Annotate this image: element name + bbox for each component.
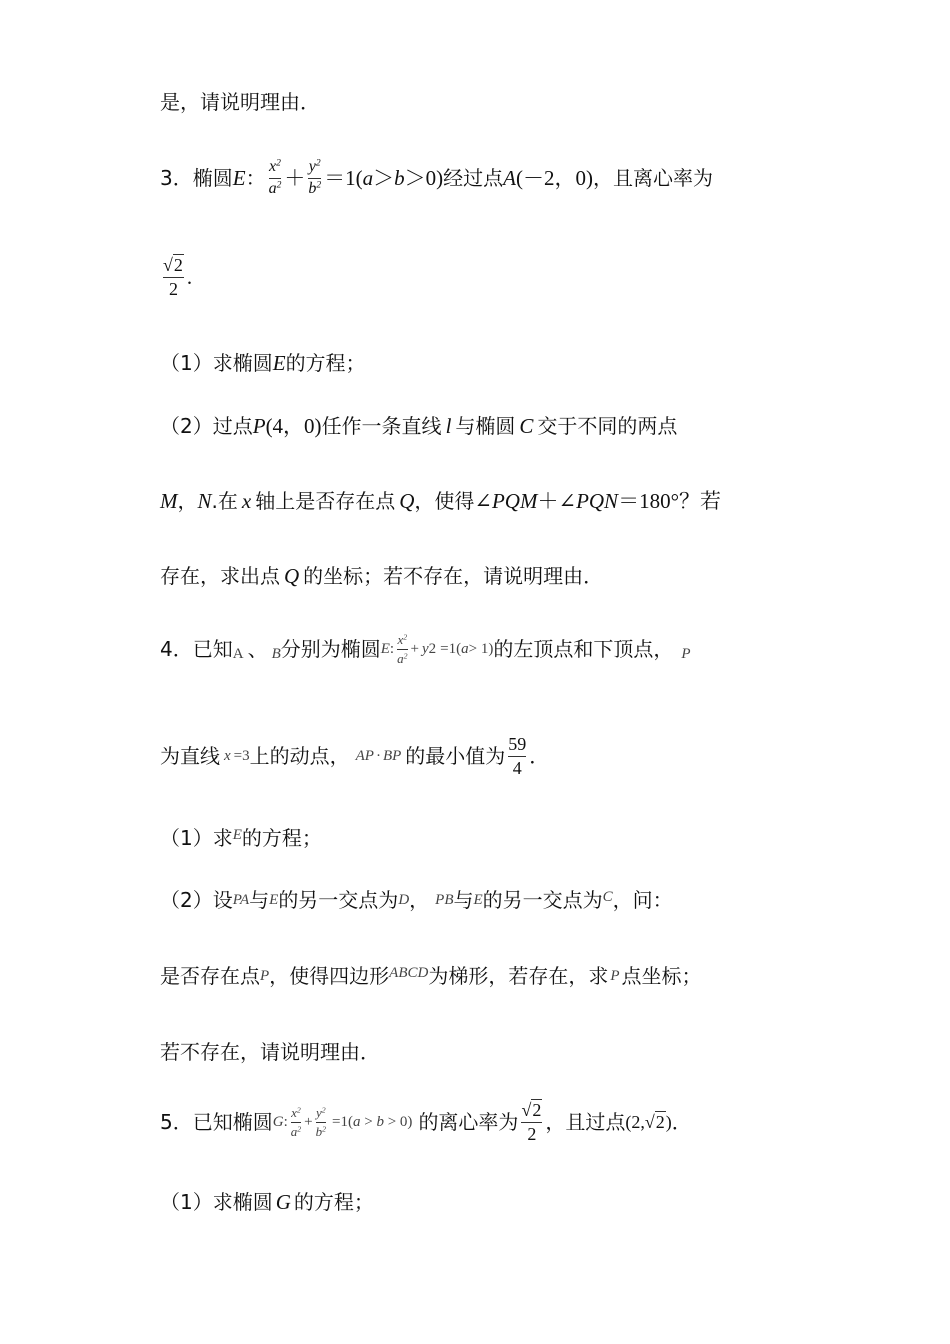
text: ，且离心率为: [592, 166, 713, 190]
problem-4-statement-cont: 为直线 x =3 上的动点， AP · BP 的最小值为 $\frac{59}{4}$ ．: [160, 733, 550, 778]
problem-3-statement: 3．椭圆 E ： $\frac{x^2}{a^2}$ ＋ $\frac{y^2}{b^2}$ ＝1( a ＞ b ＞0) 经过点 A (－2，0) ，且离心率为: [160, 156, 713, 197]
fraction-y2-b2: $\frac{y^2}{b^2}$: [315, 1104, 327, 1139]
problem-4-part-2: （2）设 PA 与 E 的另一交点为 D ， PB 与 E 的另一交点为 C ，问：: [160, 888, 673, 912]
eccentricity-value: $\frac{√2}{2}$ .: [163, 254, 193, 299]
fraction-sqrt2-over-2: $\frac{√2}{2}$: [163, 254, 183, 299]
problem-4-statement: 4．已知 A 、 B 分别为椭圆 E : $\frac{x^2}{a^2}$ + y 2 =1( a > 1) 的左顶点和下顶点， P: [160, 631, 691, 666]
fraction-59-over-4: $\frac{59}{4}$: [508, 733, 527, 778]
text: 3．椭圆: [160, 166, 233, 190]
problem-4-part-1: （1）求 E 的方程；: [160, 826, 322, 850]
text: 经过点: [443, 166, 504, 190]
fraction-y2-b2: $\frac{y^2}{b^2}$: [308, 156, 322, 197]
problem-5-part-1: （1）求椭圆 G 的方程；: [160, 1190, 374, 1214]
fraction-x2-a2: $\frac{x^2}{a^2}$: [290, 1104, 302, 1139]
fraction-x2-a2: $\frac{x^2}{a^2}$: [397, 631, 408, 666]
problem-4-part-2-end: 若不存在，请说明理由．: [160, 1040, 380, 1064]
math-op: ＝1(: [324, 166, 363, 190]
problem-3-part-2-end: 存在，求出点 Q 的坐标；若不存在，请说明理由．: [160, 564, 604, 588]
text-line: [160, 88, 320, 116]
fraction-x2-a2: $\frac{x^2}{a^2}$: [268, 156, 282, 197]
math-var: E: [232, 166, 246, 190]
problem-5-statement: 5．已知椭圆 G : $\frac{x^2}{a^2}$ + $\frac{y^2}{b^2}$ =1( a > b > 0) 的离心率为 $\frac{√2}{2}$ ，且过点 (2, √2 ) ．: [160, 1099, 692, 1144]
text: 是，请说明理由．: [160, 90, 320, 114]
problem-3-part-2-cont: M ， N .在 x 轴上是否存在点 Q ，使得 ∠PQM ＋ ∠PQN ＝180°？若: [160, 489, 721, 513]
math-op: ＋: [284, 166, 306, 190]
problem-3-part-2: （2）过点 P (4，0) 任作一条直线 l 与椭圆 C 交于不同的两点: [160, 414, 678, 438]
problem-3-part-1: （1）求椭圆 E 的方程；: [160, 351, 366, 375]
fraction-sqrt2-over-2: $\frac{√2}{2}$: [521, 1099, 542, 1144]
text: ：: [245, 166, 266, 190]
problem-4-part-2-cont: 是否存在点 P ，使得四边形 ABCD 为梯形，若存在，求 P 点坐标；: [160, 964, 702, 988]
